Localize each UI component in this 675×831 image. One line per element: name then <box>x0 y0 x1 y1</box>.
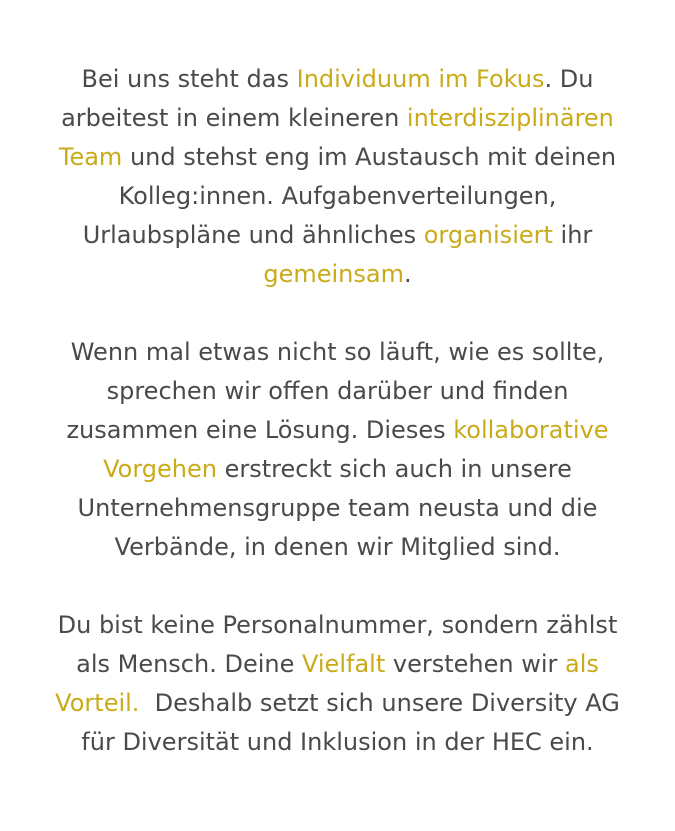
text-span: . <box>403 260 412 288</box>
text-span: arbeitest in einem kleineren <box>61 104 407 132</box>
text-span: . Du <box>544 65 594 93</box>
text-line <box>38 216 638 255</box>
text-line <box>38 99 638 138</box>
text-line <box>38 411 638 450</box>
text-span: als Mensch. Deine <box>76 650 302 678</box>
text-span: Kolleg:innen. Aufgabenverteilungen, <box>118 182 557 210</box>
text-content <box>0 60 675 801</box>
text-line <box>38 645 638 684</box>
text-line <box>38 138 638 177</box>
paragraph-individual-focus <box>38 60 638 294</box>
highlight-team: Team <box>58 143 123 171</box>
highlight-kollaborative: kollaborative <box>453 416 609 444</box>
text-span: Deshalb setzt sich unsere Diversity AG <box>147 689 620 717</box>
highlight-gemeinsam: gemeinsam <box>263 260 404 288</box>
text-span: erstreckt sich auch in unsere <box>216 455 572 483</box>
highlight-organisiert: organisiert <box>423 221 553 249</box>
text-span: zusammen eine Lösung. Dieses <box>66 416 454 444</box>
text-line <box>38 177 638 216</box>
text-line <box>38 60 638 99</box>
text-line <box>38 489 638 528</box>
text-line <box>38 528 638 567</box>
text-span: für Diversität und Inklusion in der HEC ein. <box>81 728 594 756</box>
text-span: und stehst eng im Austausch mit deinen <box>122 143 617 171</box>
text-span: ihr <box>552 221 593 249</box>
highlight-individuum-im-fokus: Individuum im Fokus <box>296 65 545 93</box>
text-line <box>38 606 638 645</box>
text-span: sprechen wir offen darüber und finden <box>106 377 569 405</box>
text-line <box>38 255 638 294</box>
highlight-vielfalt: Vielfalt <box>302 650 386 678</box>
text-line <box>38 723 638 762</box>
paragraph-collaboration <box>38 333 638 567</box>
text-span: Verbände, in denen wir Mitglied sind. <box>114 533 561 561</box>
text-line <box>38 450 638 489</box>
text-span: Du bist keine Personalnummer, sondern zählst <box>57 611 618 639</box>
text-line <box>38 333 638 372</box>
highlight-vorteil: Vorteil. <box>55 689 148 717</box>
highlight-als: als <box>565 650 599 678</box>
paragraph-diversity <box>38 606 638 762</box>
text-line <box>38 684 638 723</box>
text-span: Urlaubspläne und ähnliches <box>82 221 424 249</box>
text-line <box>38 372 638 411</box>
text-span: Wenn mal etwas nicht so läuft, wie es sollte, <box>70 338 605 366</box>
text-span: Unternehmensgruppe team neusta und die <box>77 494 598 522</box>
highlight-vorgehen: Vorgehen <box>103 455 217 483</box>
highlight-interdisziplinaeren: interdisziplinären <box>406 104 614 132</box>
text-span: verstehen wir <box>385 650 565 678</box>
text-span: Bei uns steht das <box>81 65 297 93</box>
